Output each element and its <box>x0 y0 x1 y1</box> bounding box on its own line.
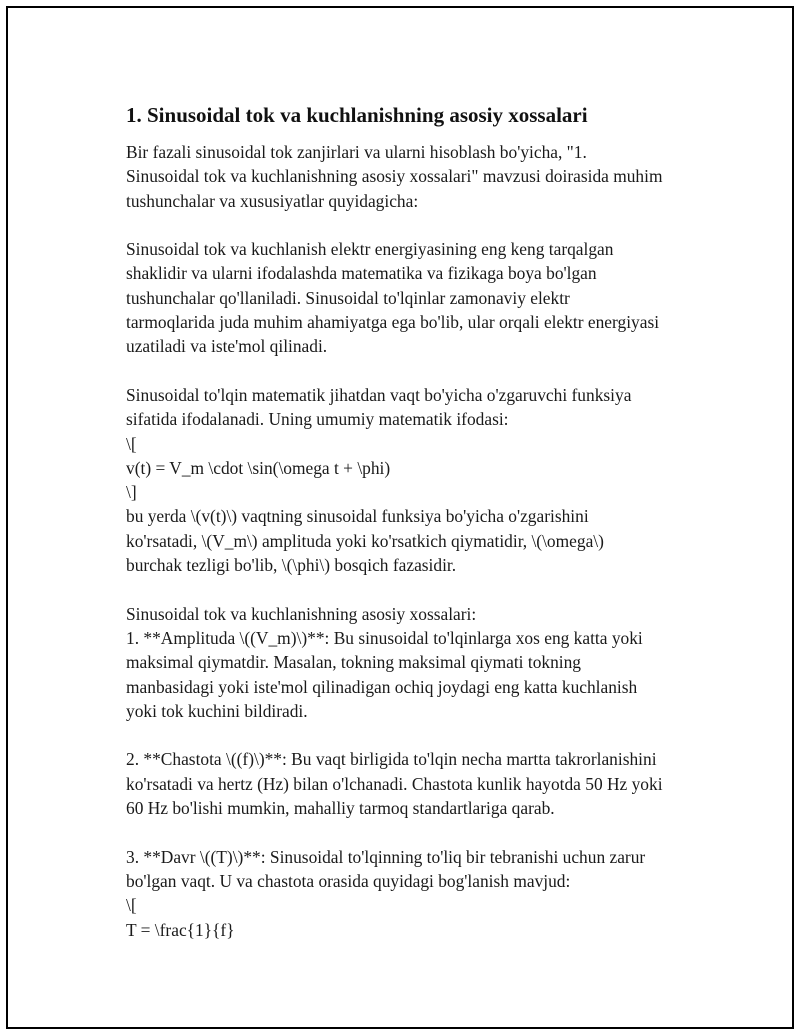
text-line-5: Sinusoidal tok va kuchlanish elektr energiyasining eng keng tarqalgan <box>126 239 614 260</box>
math-close-delimiter: \] <box>126 482 137 503</box>
math-open-delimiter: \[ <box>126 433 137 454</box>
text-line-23: manbasidagi yoki iste'mol qilinadigan ochiq joydagi eng katta kuchlanish <box>126 676 638 697</box>
blank-line <box>126 723 701 747</box>
math-open-delimiter: \[ <box>126 895 137 916</box>
text-line-2: Sinusoidal tok va kuchlanishning asosiy xossalari" mavzusi doirasida muhim <box>126 166 663 187</box>
text-line-1: Bir fazali sinusoidal tok zanjirlari va ularni hisoblash bo'yicha, "1. <box>126 142 587 162</box>
text-line-3: tushunchalar va xususiyatlar quyidagicha: <box>126 190 419 211</box>
math-formula-sine: v(t) = V_m \cdot \sin(\omega t + \phi) <box>126 457 391 478</box>
text-line-16: bu yerda \(v(t)\) vaqtning sinusoidal funksiya bo'yicha o'zgarishini <box>126 506 589 527</box>
text-line-18: burchak tezligi bo'lib, \(\phi\) bosqich fazasidir. <box>126 555 457 576</box>
page-frame <box>6 6 794 1029</box>
list-item-frequency: 2. **Chastota \((f)\)**: Bu vaqt birligida to'lqin necha martta takrorlanishini <box>126 749 657 770</box>
text-line-20: Sinusoidal tok va kuchlanishning asosiy xossalari: <box>126 603 477 624</box>
text-line-8: tarmoqlarida juda muhim ahamiyatga ega bo'lib, ular orqali elektr energiyasi <box>126 312 660 333</box>
text-line-11: Sinusoidal to'lqin matematik jihatdan vaqt bo'yicha o'zgaruvchi funksiya <box>126 384 632 405</box>
text-line-24: yoki tok kuchini bildiradi. <box>126 700 308 721</box>
text-line-31: bo'lgan vaqt. U va chastota orasida quyidagi bog'lanish mavjud: <box>126 870 571 891</box>
text-line-9: uzatiladi va iste'mol qilinadi. <box>126 336 328 357</box>
blank-line <box>126 820 701 844</box>
text-line-28: 60 Hz bo'lishi mumkin, mahalliy tarmoq standartlariga qarab. <box>126 798 555 819</box>
text-line-27: ko'rsatadi va hertz (Hz) bilan o'lchanadi. Chastota kunlik hayotda 50 Hz yoki <box>126 773 663 794</box>
text-line-22: maksimal qiymatdir. Masalan, tokning maksimal qiymati tokning <box>126 652 582 673</box>
blank-line <box>126 213 701 237</box>
text-line-7: tushunchalar qo'llaniladi. Sinusoidal to'lqinlar zamonaviy elektr <box>126 287 570 308</box>
blank-line <box>126 359 701 383</box>
list-item-period: 3. **Davr \((T)\)**: Sinusoidal to'lqinning to'liq bir tebranishi uchun zarur <box>126 846 646 867</box>
text-line-17: ko'rsatadi, \(V_m\) amplituda yoki ko'rsatkich qiymatidir, \(\omega\) <box>126 530 604 551</box>
text-line-12: sifatida ifodalanadi. Uning umumiy matematik ifodasi: <box>126 409 509 430</box>
list-item-amplitude: 1. **Amplituda \((V_m)\)**: Bu sinusoidal to'lqinlarga xos eng katta yoki <box>126 627 643 648</box>
blank-line <box>126 577 701 601</box>
math-formula-period: T = \frac{1}{f} <box>126 919 235 940</box>
document-body <box>126 102 701 942</box>
text-line-6: shaklidir va ularni ifodalashda matematika va fizikaga boya bo'lgan <box>126 263 597 284</box>
document-text <box>126 140 701 942</box>
section-heading: 1. Sinusoidal tok va kuchlanishning asosiy xossalari <box>126 103 588 127</box>
